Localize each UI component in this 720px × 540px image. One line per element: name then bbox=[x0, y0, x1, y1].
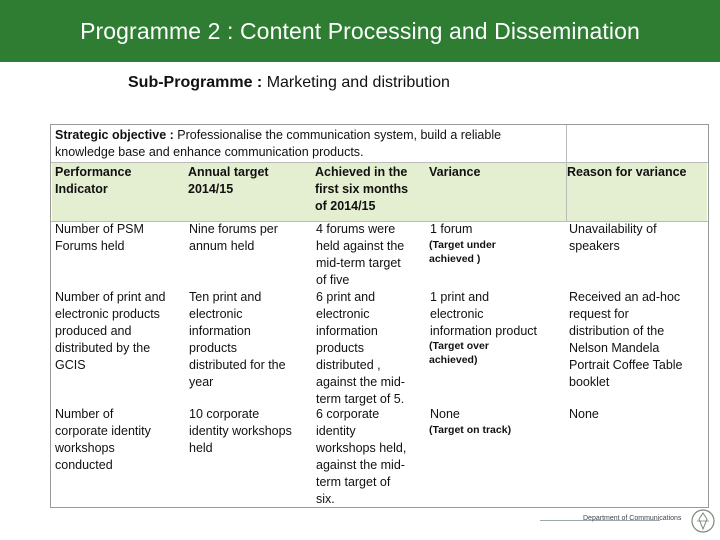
title-bar bbox=[0, 0, 720, 62]
header-achieved bbox=[315, 164, 408, 215]
department-name: Department of Communications bbox=[583, 515, 682, 522]
row1-indicator bbox=[55, 221, 144, 255]
page-title: Programme 2 : Content Processing and Dissemination bbox=[80, 17, 640, 44]
cell-line: Number of bbox=[55, 407, 114, 421]
row2-variance bbox=[430, 289, 537, 340]
header-target-line: 2014/15 bbox=[188, 182, 234, 196]
cell-line: information bbox=[316, 324, 378, 338]
cell-line: held bbox=[189, 441, 213, 455]
header-target bbox=[188, 164, 269, 198]
cell-line: achieved) bbox=[429, 354, 478, 366]
header-indicator-line: Indicator bbox=[55, 182, 108, 196]
cell-line: (Target over bbox=[429, 340, 489, 352]
row1-variance-note bbox=[429, 238, 496, 266]
row-divider bbox=[51, 162, 708, 163]
cell-line: Ten print and bbox=[189, 290, 262, 304]
cell-line: 10 corporate bbox=[189, 407, 260, 421]
performance-table bbox=[50, 124, 709, 508]
cell-line: electronic bbox=[189, 307, 243, 321]
row3-variance: None bbox=[430, 407, 460, 421]
strategic-objective-line2: knowledge base and enhance communication products. bbox=[55, 145, 364, 159]
header-indicator-line: Performance bbox=[55, 165, 132, 179]
cell-line: workshops bbox=[55, 441, 115, 455]
header-achieved-line: first six months bbox=[315, 182, 409, 196]
row3-target bbox=[189, 406, 292, 457]
cell-line: Number of PSM bbox=[55, 222, 144, 236]
row3-variance-note: (Target on track) bbox=[429, 424, 512, 436]
header-achieved-line: of 2014/15 bbox=[315, 199, 376, 213]
row2-reason bbox=[569, 289, 683, 391]
cell-line: identity workshops bbox=[189, 424, 292, 438]
cell-line: mid-term target bbox=[316, 256, 401, 270]
footer bbox=[540, 508, 715, 536]
subtitle-label: Sub-Programme : bbox=[128, 74, 263, 91]
cell-line: Nelson Mandela bbox=[569, 341, 660, 355]
cell-line: of five bbox=[316, 273, 350, 287]
cell-line: (Target under bbox=[429, 239, 496, 251]
cell-line: annum held bbox=[189, 239, 255, 253]
header-indicator bbox=[55, 164, 131, 198]
cell-line: Nine forums per bbox=[189, 222, 278, 236]
row1-achieved bbox=[316, 221, 404, 289]
row2-variance-note bbox=[429, 339, 489, 367]
cell-line: distributed , bbox=[316, 358, 381, 372]
strategic-objective bbox=[55, 127, 565, 161]
cell-line: information bbox=[189, 324, 251, 338]
cell-line: 6 corporate bbox=[316, 407, 380, 421]
cell-line: held against the bbox=[316, 239, 405, 253]
cell-line: booklet bbox=[569, 375, 610, 389]
header-achieved-line: Achieved in the bbox=[315, 165, 408, 179]
cell-line: against the mid- bbox=[316, 458, 405, 472]
cell-line: term target of 5. bbox=[316, 392, 405, 406]
cell-line: term target of bbox=[316, 475, 391, 489]
cell-line: products bbox=[316, 341, 364, 355]
cell-line: year bbox=[189, 375, 214, 389]
cell-line: conducted bbox=[55, 458, 113, 472]
subtitle-value: Marketing and distribution bbox=[266, 74, 450, 91]
row2-indicator bbox=[55, 289, 165, 374]
row1-variance: 1 forum bbox=[430, 222, 473, 236]
cell-line: speakers bbox=[569, 239, 620, 253]
row3-reason: None bbox=[569, 407, 599, 421]
row1-target bbox=[189, 221, 278, 255]
cell-line: products bbox=[189, 341, 237, 355]
header-target-line: Annual target bbox=[188, 165, 269, 179]
strategic-objective-label: Strategic objective : bbox=[55, 128, 174, 142]
cell-line: information product bbox=[430, 324, 538, 338]
cell-line: distributed by the bbox=[55, 341, 151, 355]
cell-line: distributed for the bbox=[189, 358, 286, 372]
cell-line: corporate identity bbox=[55, 424, 151, 438]
cell-line: 6 print and bbox=[316, 290, 376, 304]
cell-line: electronic bbox=[316, 307, 370, 321]
cell-line: six. bbox=[316, 492, 335, 506]
cell-line: GCIS bbox=[55, 358, 86, 372]
row2-target bbox=[189, 289, 286, 391]
header-variance: Variance bbox=[429, 165, 481, 179]
cell-line: request for bbox=[569, 307, 629, 321]
cell-line: produced and bbox=[55, 324, 132, 338]
cell-line: Portrait Coffee Table bbox=[569, 358, 683, 372]
cell-line: achieved ) bbox=[429, 253, 481, 265]
row3-achieved bbox=[316, 406, 406, 508]
row2-achieved bbox=[316, 289, 405, 408]
cell-line: electronic products bbox=[55, 307, 160, 321]
cell-line: Received an ad-hoc bbox=[569, 290, 681, 304]
subtitle bbox=[128, 74, 450, 92]
cell-line: Forums held bbox=[55, 239, 125, 253]
coat-of-arms-icon bbox=[690, 508, 716, 534]
strategic-objective-line1: Professionalise the communication system, build a reliable bbox=[177, 128, 502, 142]
cell-line: distribution of the bbox=[569, 324, 665, 338]
cell-line: 1 print and bbox=[430, 290, 490, 304]
cell-line: 4 forums were bbox=[316, 222, 396, 236]
cell-line: Unavailability of bbox=[569, 222, 657, 236]
cell-line: workshops held, bbox=[316, 441, 407, 455]
cell-line: electronic bbox=[430, 307, 484, 321]
cell-line: against the mid- bbox=[316, 375, 405, 389]
cell-line: Number of print and bbox=[55, 290, 166, 304]
row1-reason bbox=[569, 221, 657, 255]
row3-indicator bbox=[55, 406, 151, 474]
header-reason: Reason for variance bbox=[567, 165, 687, 179]
cell-line: identity bbox=[316, 424, 356, 438]
